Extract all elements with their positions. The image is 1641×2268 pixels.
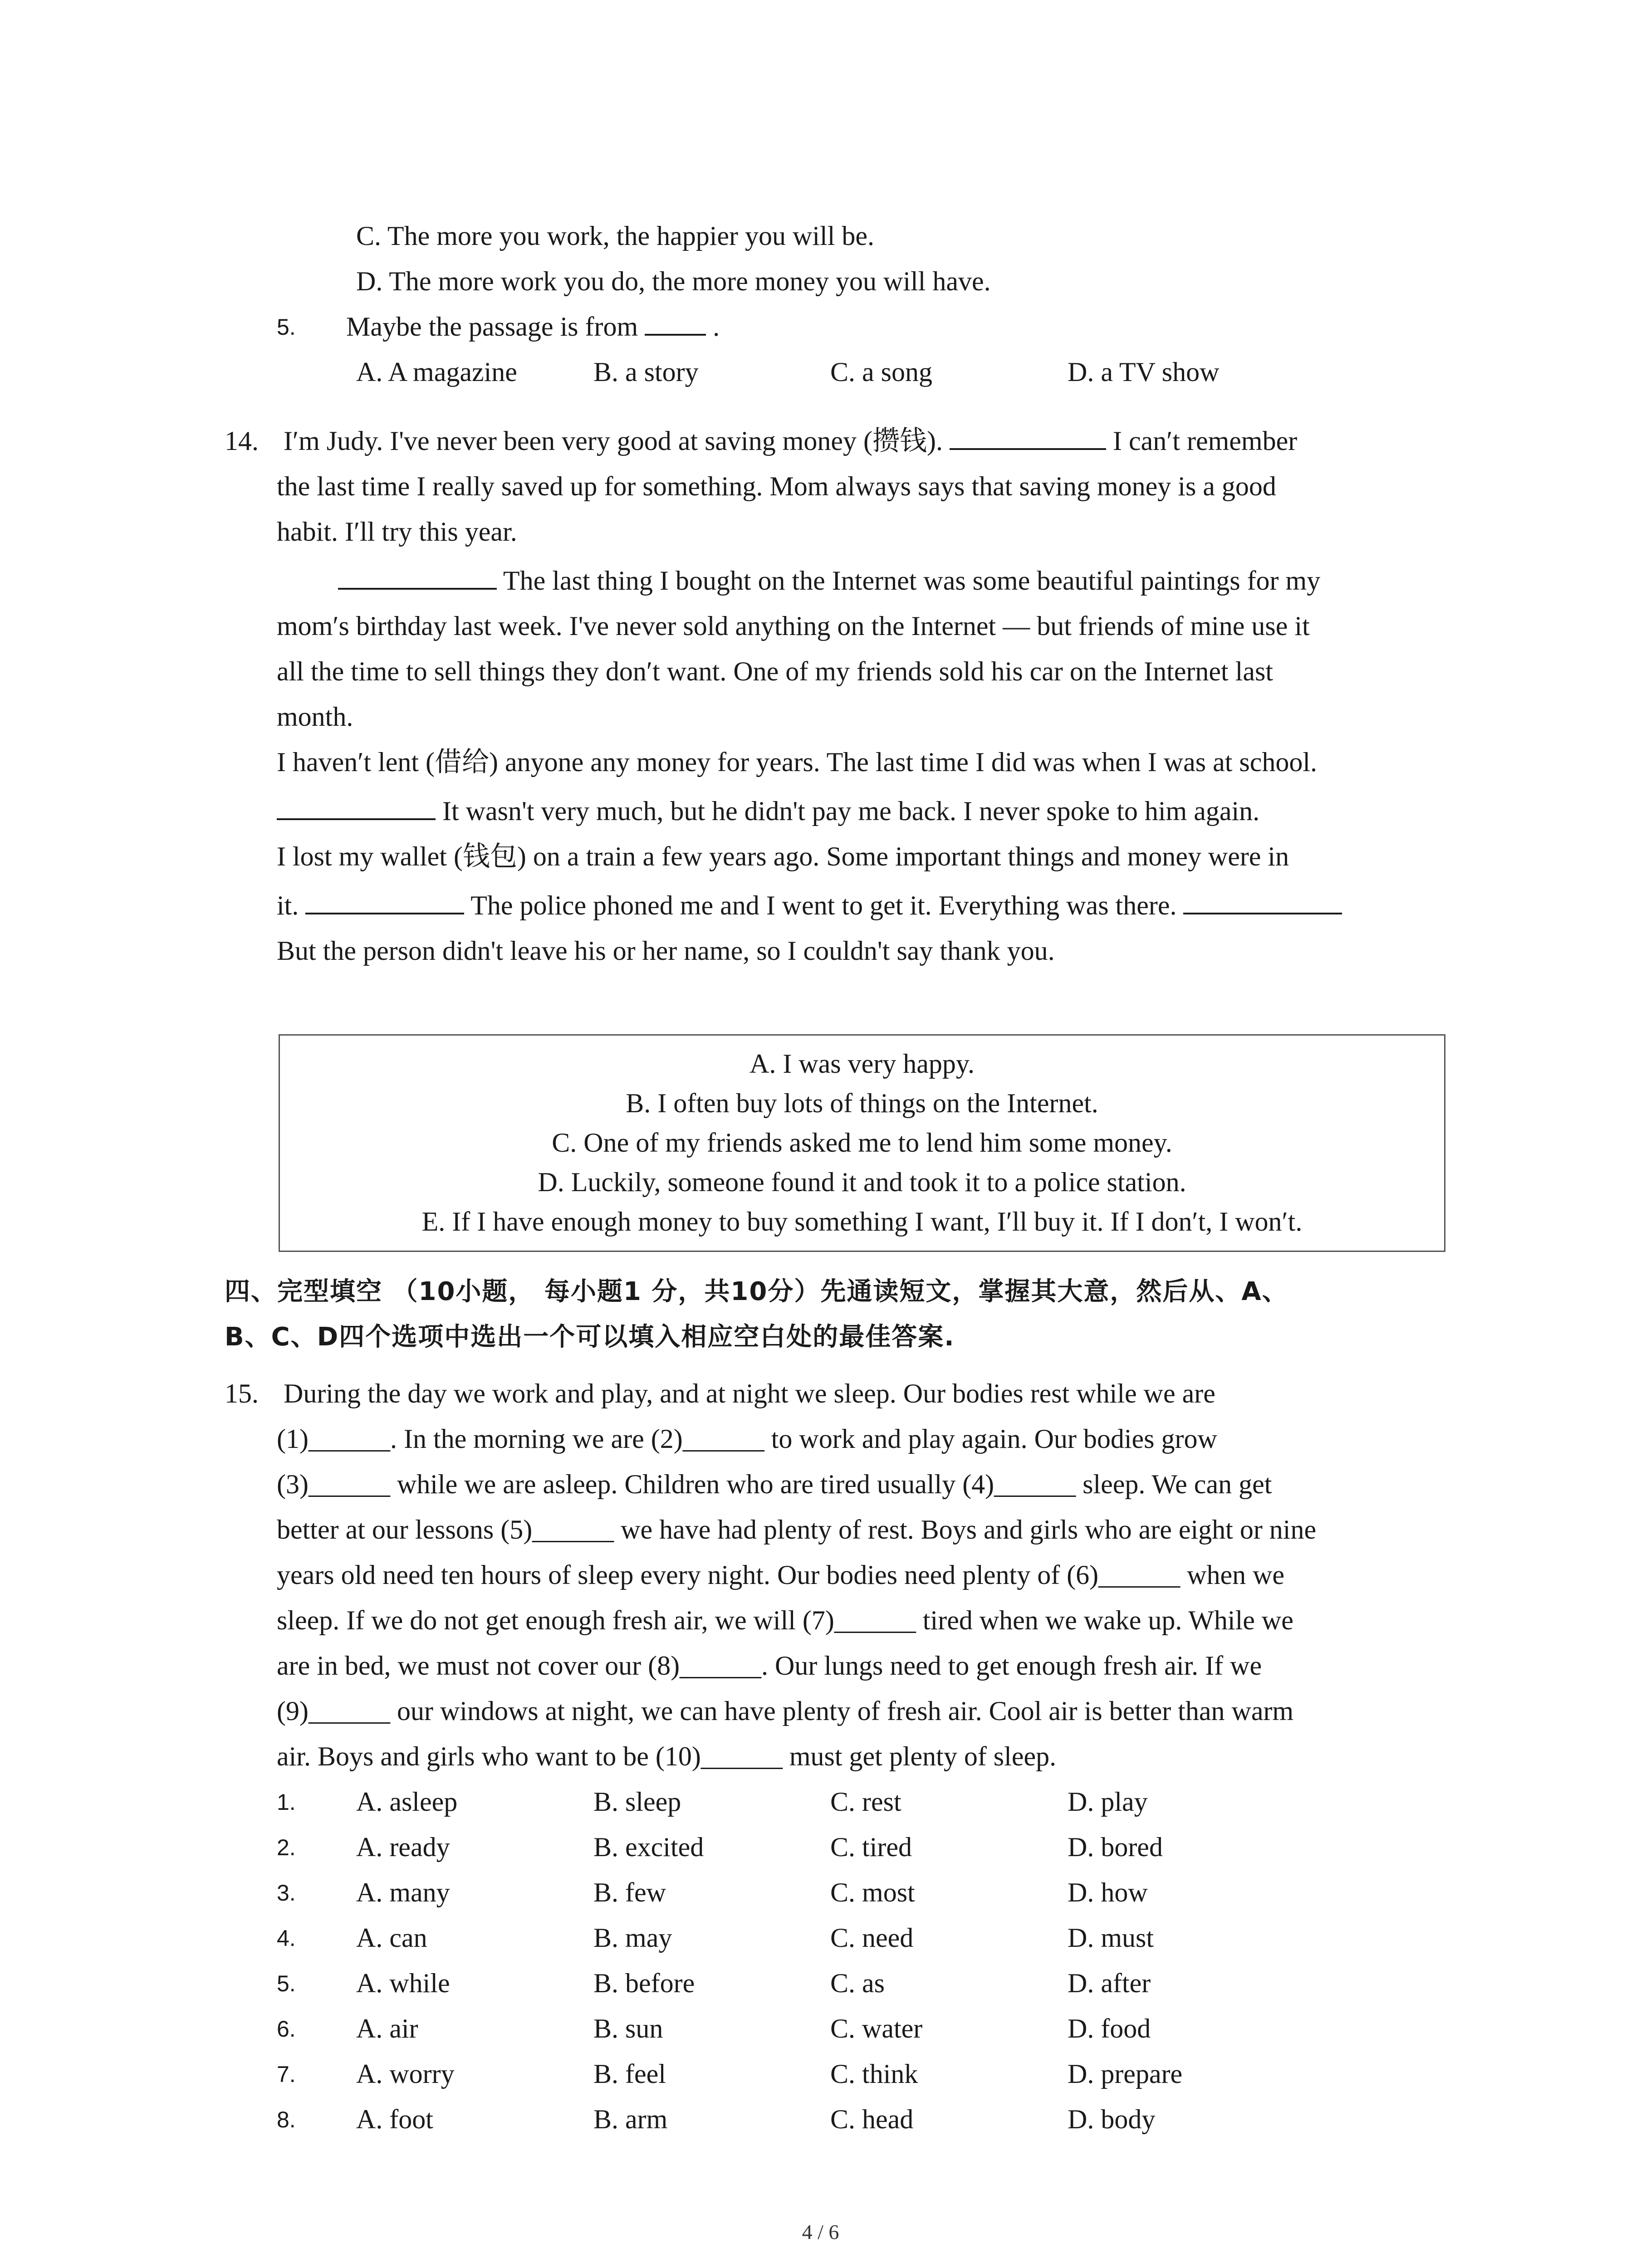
q14-line-5: mom′s birthday last week. I've never sold anything on the Internet — but friends of mine use it [277, 611, 1310, 641]
q15-item-5-option-d: D. after [1068, 1968, 1151, 1998]
q15-item-2-option-c: C. tired [830, 1832, 912, 1862]
q15-item-5-option-a: A. while [356, 1968, 450, 1998]
q15-item-4-option-d: D. must [1068, 1923, 1154, 1953]
q14-line-10: I lost my wallet (钱包) on a train a few years ago. Some important things and money were in [277, 841, 1289, 871]
q13-sub5-number: 5. [277, 314, 296, 340]
q14-line-9-text: It wasn't very much, but he didn't pay me back. I never spoke to him again. [436, 796, 1260, 826]
q15-item-6-number: 6. [277, 2016, 296, 2042]
q14-line-7: month. [277, 702, 353, 732]
q15-item-7-option-b: B. feel [593, 2059, 666, 2089]
q15-line-4: better at our lessons (5)______ we have had plenty of rest. Boys and girls who are eight or nine [277, 1515, 1317, 1545]
q15-line-5: years old need ten hours of sleep every night. Our bodies need plenty of (6)______ when we [277, 1560, 1285, 1590]
q15-number: 15. [225, 1378, 259, 1408]
q15-item-1-option-a: A. asleep [356, 1787, 458, 1817]
q14-line-4 [338, 567, 1320, 594]
q15-item-1-number: 1. [277, 1789, 296, 1815]
q14-line-12: But the person didn't leave his or her name, so I couldn't say thank you. [277, 936, 1055, 966]
q15-item-8-option-c: C. head [830, 2104, 914, 2134]
q15-item-1-option-b: B. sleep [593, 1787, 681, 1817]
q14-line-11-text: it. [277, 890, 306, 920]
q15-item-3-number: 3. [277, 1880, 296, 1906]
q15-item-8-option-a: A. foot [356, 2104, 433, 2134]
q15-item-1-option-c: C. rest [830, 1787, 901, 1817]
q15-item-4-number: 4. [277, 1926, 296, 1951]
q13-sub5-stem [346, 313, 720, 340]
q15-item-1-option-d: D. play [1068, 1787, 1148, 1817]
q15-item-7-option-d: D. prepare [1068, 2059, 1183, 2089]
q15-line-3: (3)______ while we are asleep. Children who are tired usually (4)______ sleep. We can get [277, 1469, 1272, 1499]
q15-line-8: (9)______ our windows at night, we can have plenty of fresh air. Cool air is better than warm [277, 1696, 1294, 1726]
q15-item-3-option-c: C. most [830, 1877, 915, 1907]
q14-line-1-text: I′m Judy. I've never been very good at saving money (攒钱). [284, 426, 950, 456]
q13-sub5-option-b: B. a story [593, 357, 699, 387]
q13-option-c: C. The more you work, the happier you will be. [356, 221, 874, 251]
q14-option-a: A. I was very happy. [749, 1049, 975, 1079]
q15-item-6-option-a: A. air [356, 2014, 418, 2043]
q15-item-3-option-d: D. how [1068, 1877, 1148, 1907]
q14-line-1-end: I can′t remember [1106, 426, 1298, 456]
q14-line-11-middle: The police phoned me and I went to get it. Everything was there. [464, 890, 1184, 920]
q14-number: 14. [225, 426, 259, 456]
answer-blank [338, 570, 497, 590]
q15-item-2-option-a: A. ready [356, 1832, 450, 1862]
q15-item-5-number: 5. [277, 1971, 296, 1996]
answer-blank [645, 316, 706, 336]
q15-item-7-option-a: A. worry [356, 2059, 455, 2089]
page-number: 4 / 6 [802, 2220, 839, 2244]
q15-item-2-option-b: B. excited [593, 1832, 704, 1862]
q13-sub5-option-a: A. A magazine [356, 357, 517, 387]
q15-item-2-number: 2. [277, 1835, 296, 1860]
q15-item-7-option-c: C. think [830, 2059, 918, 2089]
q14-line-11 [277, 892, 1342, 919]
section-4-heading-line-2: B、C、D四个选项中选出一个可以填入相应空白处的最佳答案. [225, 1322, 955, 1352]
q15-line-7: are in bed, we must not cover our (8)______. Our lungs need to get enough fresh air. If we [277, 1651, 1262, 1681]
q13-sub5-option-c: C. a song [830, 357, 932, 387]
q15-item-3-option-b: B. few [593, 1877, 666, 1907]
q14-line-3: habit. I′ll try this year. [277, 517, 517, 547]
q13-sub5-stem-text: Maybe the passage is from [346, 312, 645, 342]
q14-line-1 [284, 427, 1297, 455]
answer-blank [1183, 894, 1342, 914]
q14-line-8: I haven′t lent (借给) anyone any money for years. The last time I did was when I was at school. [277, 747, 1318, 777]
q15-item-4-option-c: C. need [830, 1923, 914, 1953]
q14-line-2: the last time I really saved up for something. Mom always says that saving money is a good [277, 471, 1276, 501]
q13-option-d: D. The more work you do, the more money you will have. [356, 266, 991, 296]
q14-options-box [279, 1034, 1445, 1252]
q14-line-4-text: The last thing I bought on the Internet was some beautiful paintings for my [497, 566, 1321, 596]
q15-item-6-option-b: B. sun [593, 2014, 663, 2043]
q15-item-8-option-b: B. arm [593, 2104, 668, 2134]
q15-item-5-option-c: C. as [830, 1968, 885, 1998]
q15-item-2-option-d: D. bored [1068, 1832, 1163, 1862]
section-4-heading-line-1: 四、完型填空 （10小题， 每小题1 分，共10分）先通读短文，掌握其大意，然后从、A、 [225, 1277, 1288, 1306]
q14-line-6: all the time to sell things they don′t want. One of my friends sold his car on the Internet last [277, 656, 1274, 686]
q15-line-6: sleep. If we do not get enough fresh air, we will (7)______ tired when we wake up. While we [277, 1605, 1293, 1635]
q15-item-5-option-b: B. before [593, 1968, 695, 1998]
q15-line-9: air. Boys and girls who want to be (10)______ must get plenty of sleep. [277, 1741, 1057, 1771]
q15-item-6-option-d: D. food [1068, 2014, 1151, 2043]
answer-blank [305, 894, 464, 914]
answer-blank [950, 430, 1106, 450]
q15-item-8-option-d: D. body [1068, 2104, 1156, 2134]
q15-item-6-option-c: C. water [830, 2014, 923, 2043]
q14-option-b: B. I often buy lots of things on the Internet. [626, 1088, 1098, 1118]
q15-line-1: During the day we work and play, and at night we sleep. Our bodies rest while we are [284, 1378, 1215, 1408]
q15-item-4-option-a: A. can [356, 1923, 427, 1953]
q15-item-3-option-a: A. many [356, 1877, 450, 1907]
q15-item-8-number: 8. [277, 2107, 296, 2132]
q15-item-7-number: 7. [277, 2062, 296, 2087]
q15-line-2: (1)______. In the morning we are (2)______ to work and play again. Our bodies grow [277, 1424, 1217, 1454]
q13-sub5-stem-end: . [706, 312, 720, 342]
q14-option-d: D. Luckily, someone found it and took it to a police station. [538, 1167, 1186, 1197]
q15-item-4-option-b: B. may [593, 1923, 672, 1953]
q14-option-c: C. One of my friends asked me to lend him some money. [552, 1128, 1172, 1158]
q14-option-e: E. If I have enough money to buy something I want, I′ll buy it. If I don′t, I won′t. [421, 1207, 1303, 1237]
q14-line-9 [277, 797, 1259, 825]
answer-blank [277, 800, 436, 820]
q13-sub5-option-d: D. a TV show [1068, 357, 1220, 387]
